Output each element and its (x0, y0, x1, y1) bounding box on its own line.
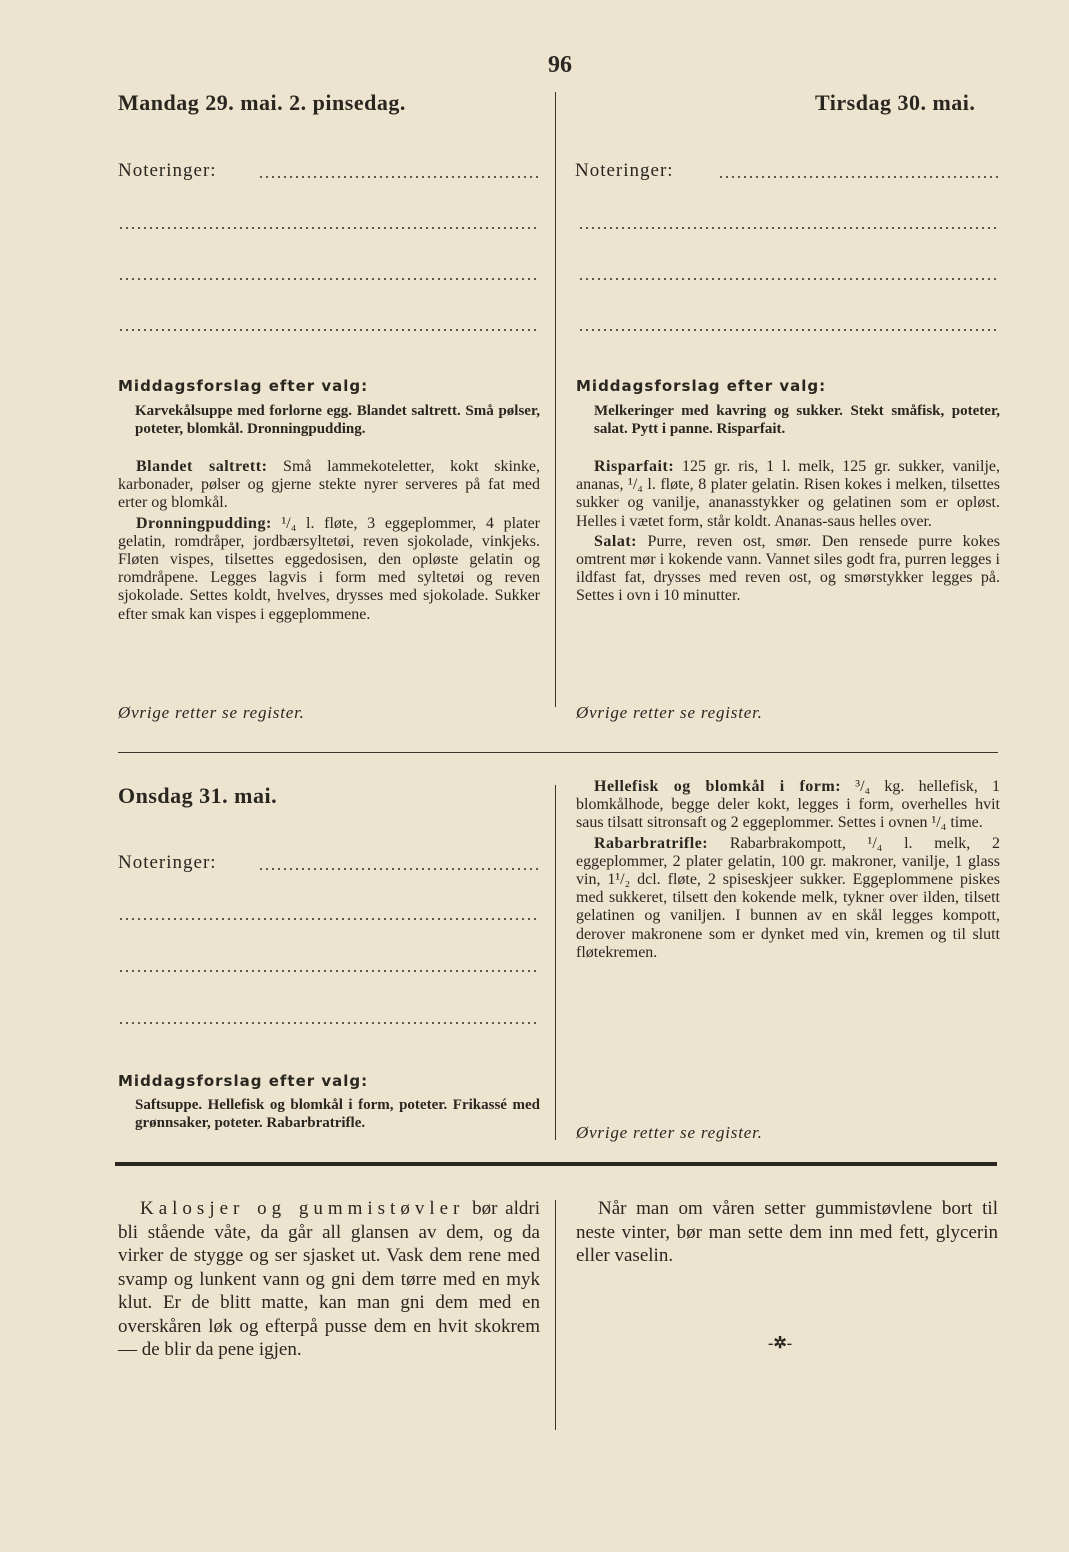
tuesday-other-dishes: Øvrige retter se register. (576, 703, 763, 722)
tip-right (576, 1197, 998, 1268)
monday-recipe-2-text: ¹/₄ l. fløte, 3 eggeplommer, 4 plater gelatin, romdråper, jordbærsyltetøi, reven sjokolade, vinkjeks. Fløten vispes, tilsettes eggedosisen, den opløste gelatin og romdråpene. Legges lagvis i form med syltetøi og reven sjokolade. Settes koldt, hvelves, drysses med sjokolade. Sukker efter smak kan vispes i eggeplommene. (118, 514, 540, 623)
wednesday-other-dishes: Øvrige retter se register. (576, 1123, 763, 1142)
wednesday-title: Onsdag 31. mai. (118, 783, 278, 808)
column-divider-top (555, 92, 556, 707)
wednesday-notes-label: Noteringer: (118, 852, 217, 873)
wednesday-recipe-1-text: ³/₄ kg. hellefisk, 1 blomkålhode, begge deler kokt, legges i form, overhelles hvit saus tilsatt sitronsaft og 2 eggeplommer. Settes i ovnen ¹/₄ time. (576, 778, 1000, 832)
thick-rule (115, 1162, 997, 1166)
tuesday-recipe-2-text: Purre, reven ost, smør. Den rensede purre kokes omtrent mør i kokende vann. Vannet siles godt fra, purren legges i ildfast fat, drysses med reven ost, og smørstykker legges på. Settes i ovn i 10 minutter. (576, 532, 1000, 605)
monday-title: Mandag 29. mai. 2. pinsedag. (118, 90, 406, 115)
tip-left-paragraph (118, 1197, 540, 1362)
tuesday-notes-label: Noteringer: (575, 160, 674, 181)
wednesday-recipe-2-text: Rabarbrakompott, ¹/₄ l. melk, 2 eggeplommer, 2 plater gelatin, 100 gr. makroner, vanilje, 1 glass vin, 1¹/₂ dcl. fløte, 2 spiseskjeer sukker. Eggeplommene piskes med sukkeret, tilsett den kokende melk, tykner over ilden, tilsett gelatinen og vaniljen. I bunnen av en skål legges kompott, derover makronene som er dynket med vin, kremen og til slutt fløtekremen. (576, 834, 1000, 961)
page-number: 96 (548, 52, 572, 78)
tuesday-recipe-2-name: Salat: (594, 532, 637, 550)
monday-recipes (118, 458, 540, 624)
wednesday-notes-line-2[interactable] (118, 918, 540, 920)
wednesday-notes-line-1[interactable] (258, 868, 540, 870)
monday-heading: Middagsforslag efter valg: (118, 377, 369, 395)
monday-menu: Karvekålsuppe med forlorne egg. Blandet saltrett. Små pølser, poteter, blomkål. Dronningpudding. (135, 403, 540, 437)
tip-left-lead: Kalosjer og gummistøvler (140, 1198, 465, 1219)
wednesday-notes-line-3[interactable] (118, 970, 540, 972)
tip-left (118, 1197, 540, 1362)
tuesday-notes-line-4[interactable] (578, 329, 998, 331)
wednesday-recipe-2-name: Rabarbratrifle: (594, 834, 709, 852)
monday-recipe-1 (118, 458, 540, 513)
tip-left-text: bør aldri bli stående våte, da går all glansen av dem, og da virker de stygge og ser sjasket ut. Vask dem rene med svamp og lunkent vann og gni dem tørre med en myk klut. Er de blitt matte, kan man gni dem med en overskåren løk og efterpå pusse dem en hvit skokrem — de blir da pene igjen. (118, 1198, 540, 1360)
wednesday-recipe-1 (576, 778, 1000, 833)
monday-notes-label: Noteringer: (118, 160, 217, 181)
section-divider (118, 752, 998, 753)
monday-notes-line-4[interactable] (118, 329, 540, 331)
monday-other-dishes: Øvrige retter se register. (118, 703, 305, 722)
tip-right-paragraph: Når man om våren setter gummistøvlene bort til neste vinter, bør man sette dem inn med fett, glycerin eller vaselin. (576, 1198, 998, 1266)
monday-notes-line-2[interactable] (118, 227, 540, 229)
tuesday-recipe-1 (576, 458, 1000, 531)
wednesday-notes-line-4[interactable] (118, 1022, 540, 1024)
ornament: -✲- (768, 1335, 793, 1352)
tuesday-recipes (576, 458, 1000, 606)
tuesday-recipe-2 (576, 533, 1000, 606)
tuesday-recipe-1-text: 125 gr. ris, 1 l. melk, 125 gr. sukker, vanilje, ananas, ¹/₄ l. fløte, 8 plater gelatin. Risen kokes i melken, tilsettes sukker og vanilje, ananasstykker og gelatinen som er opløst. Helles i vætet form, står koldt. Ananas-saus helles over. (576, 458, 1000, 530)
column-divider-middle (555, 785, 556, 1140)
tuesday-notes-line-2[interactable] (578, 227, 998, 229)
tuesday-notes-line-3[interactable] (578, 278, 998, 280)
monday-notes-line-1[interactable] (258, 176, 540, 178)
tuesday-notes-line-1[interactable] (718, 176, 998, 178)
tuesday-menu: Melkeringer med kavring og sukker. Stekt småfisk, poteter, salat. Pytt i panne. Risparfait. (594, 403, 1000, 437)
column-divider-bottom (555, 1200, 556, 1430)
monday-recipe-1-text: Små lammekoteletter, kokt skinke, karbonader, pølser og gjerne stekte nyrer serveres på fat med erter og blomkål. (118, 458, 540, 512)
tuesday-title: Tirsdag 30. mai. (815, 90, 976, 115)
monday-notes-line-3[interactable] (118, 278, 540, 280)
wednesday-heading: Middagsforslag efter valg: (118, 1072, 369, 1090)
tuesday-recipe-1-name: Risparfait: (594, 458, 675, 475)
wednesday-recipes (576, 778, 1000, 962)
wednesday-menu: Saftsuppe. Hellefisk og blomkål i form, poteter. Frikassé med grønnsaker, poteter. Rabarbratrifle. (135, 1097, 540, 1131)
monday-recipe-2 (118, 515, 540, 624)
monday-recipe-1-name: Blandet saltrett: (136, 458, 268, 475)
monday-recipe-2-name: Dronningpudding: (136, 514, 272, 532)
tuesday-heading: Middagsforslag efter valg: (576, 377, 827, 395)
wednesday-recipe-1-name: Hellefisk og blomkål i form: (594, 778, 842, 795)
wednesday-recipe-2 (576, 835, 1000, 962)
